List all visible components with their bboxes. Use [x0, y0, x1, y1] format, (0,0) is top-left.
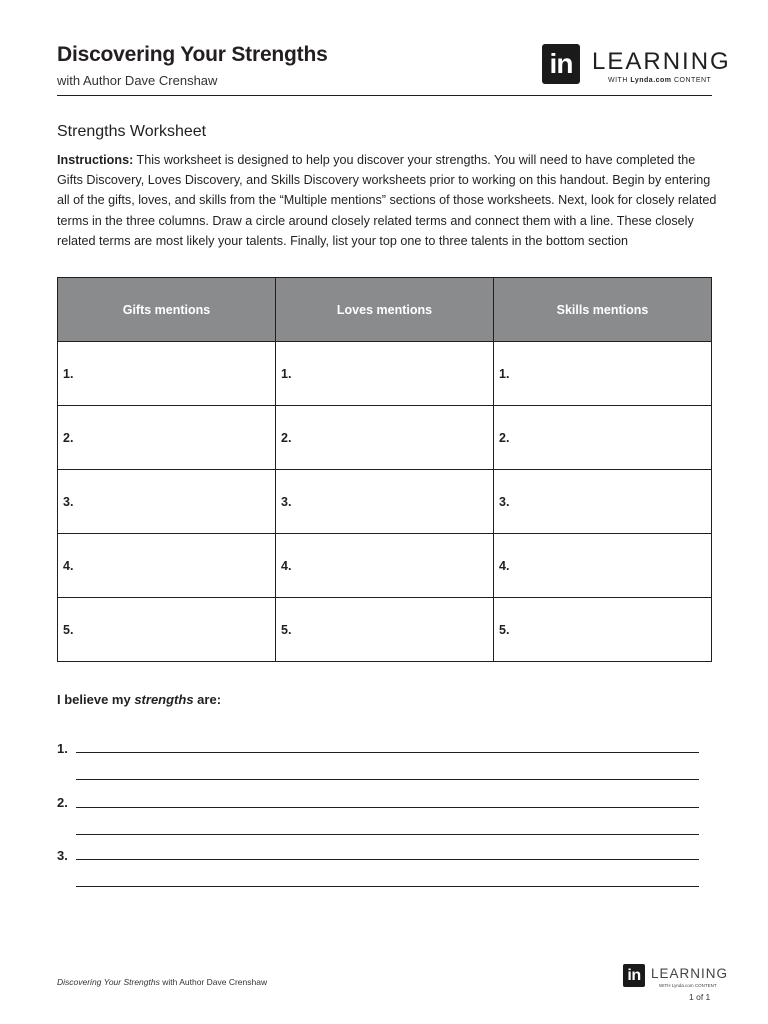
skills-cell[interactable]: 1.	[494, 342, 712, 406]
strength-line-2a[interactable]	[76, 807, 699, 808]
strengths-prompt-em: strengths	[134, 692, 194, 707]
table-row	[58, 406, 712, 470]
table-row	[58, 470, 712, 534]
gifts-cell[interactable]: 1.	[58, 342, 276, 406]
instructions-text: This worksheet is designed to help you discover your strengths. You will need to have completed the Gifts Discovery, Loves Discovery, and Skills Discovery worksheets prior to working on this handout. Begin by entering all of the gifts, loves, and skills from the “Multiple mentions” sections of those worksheets. Next, look for closely related terms in the three columns. Draw a circle around closely related terms and connect them with a line. These closely related terms are most likely your talents. Finally, list your top one to three talents in the bottom section	[57, 153, 717, 248]
gifts-cell[interactable]: 3.	[58, 470, 276, 534]
loves-cell[interactable]: 4.	[276, 534, 494, 598]
footer-logo-tagline: WITH Lynda.com CONTENT	[659, 983, 717, 988]
document-title: Discovering Your Strengths	[57, 43, 328, 66]
skills-cell[interactable]: 5.	[494, 598, 712, 662]
header-divider	[57, 95, 712, 96]
document-subtitle: with Author Dave Crenshaw	[57, 73, 218, 88]
logo-tagline	[608, 77, 711, 84]
linkedin-learning-logo	[542, 44, 731, 86]
section-title: Strengths Worksheet	[57, 123, 207, 140]
page-number: 1 of 1	[689, 992, 711, 1002]
gifts-cell[interactable]: 2.	[58, 406, 276, 470]
strength-line-3b[interactable]	[76, 886, 699, 887]
table-row	[58, 598, 712, 662]
instructions-label: Instructions:	[57, 153, 134, 167]
strength-line-3a[interactable]	[76, 859, 699, 860]
strength-line-1a[interactable]	[76, 752, 699, 753]
logo-wordmark: LEARNING	[592, 48, 731, 75]
strength-number-1: 1.	[57, 741, 68, 756]
strengths-prompt	[57, 692, 221, 707]
strengths-prompt-post: are:	[193, 692, 222, 707]
linkedin-in-icon: in	[542, 44, 580, 84]
footer-title-em: Discovering Your Strengths	[57, 977, 160, 987]
table-row	[58, 534, 712, 598]
column-header-loves: Loves mentions	[276, 278, 494, 342]
strength-number-3: 3.	[57, 848, 68, 863]
strengths-prompt-pre: I believe my	[57, 692, 135, 707]
loves-cell[interactable]: 5.	[276, 598, 494, 662]
column-header-skills: Skills mentions	[494, 278, 712, 342]
strength-line-2b[interactable]	[76, 834, 699, 835]
skills-cell[interactable]: 4.	[494, 534, 712, 598]
gifts-cell[interactable]: 5.	[58, 598, 276, 662]
footer-logo-wordmark: LEARNING	[651, 966, 729, 981]
gifts-cell[interactable]: 4.	[58, 534, 276, 598]
footer-course-title	[57, 977, 267, 987]
footer-linkedin-in-icon: in	[623, 964, 645, 987]
skills-cell[interactable]: 3.	[494, 470, 712, 534]
loves-cell[interactable]: 1.	[276, 342, 494, 406]
strength-line-1b[interactable]	[76, 779, 699, 780]
strength-number-2: 2.	[57, 795, 68, 810]
footer-title-rest: with Author Dave Crenshaw	[159, 977, 268, 987]
instructions-paragraph	[57, 150, 717, 251]
table-header-row	[58, 278, 712, 342]
logo-tag-suffix: CONTENT	[674, 77, 712, 84]
column-header-gifts: Gifts mentions	[58, 278, 276, 342]
footer-linkedin-learning-logo	[623, 964, 729, 990]
logo-tag-prefix: WITH	[608, 77, 628, 84]
table-row	[58, 342, 712, 406]
logo-tag-brand: Lynda.com	[630, 77, 672, 84]
loves-cell[interactable]: 2.	[276, 406, 494, 470]
mentions-table	[57, 277, 712, 662]
loves-cell[interactable]: 3.	[276, 470, 494, 534]
skills-cell[interactable]: 2.	[494, 406, 712, 470]
